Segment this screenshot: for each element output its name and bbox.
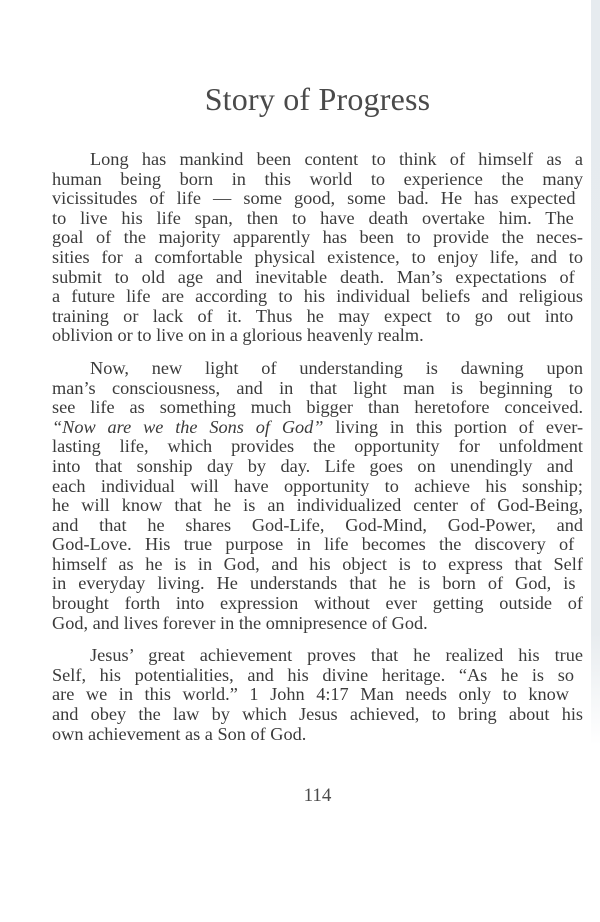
paragraph-1 [52, 150, 583, 346]
text-line: and obey the law by which Jesus achieved, to bring about his [52, 704, 584, 725]
text-line-with-quote [52, 418, 583, 438]
scripture-quote: “Now are we the Sons of God” [52, 416, 324, 437]
text-line: human being born in this world to experience the many [52, 168, 583, 189]
text-line: man’s consciousness, and in that light man is beginning to [52, 377, 583, 398]
text-line: he will know that he is an individualized center of God-Being, [52, 495, 584, 516]
paragraph-2 [52, 359, 583, 633]
text-line: himself as he is in God, and his object is to express that Self [52, 553, 583, 574]
text-line: Now, new light of understanding is dawning upon [90, 357, 584, 378]
page-number: 114 [303, 785, 332, 806]
text-line: training or lack of it. Thus he may expect to go out into [52, 305, 574, 326]
text-line: submit to old age and inevitable death. Man’s expectations of [52, 266, 575, 287]
paragraph-3 [52, 646, 583, 744]
text-line: God, and lives forever in the omnipresence of God. [52, 612, 428, 633]
text-line: see life as something much bigger than heretofore conceived. [52, 397, 584, 418]
page-edge-shadow [591, 0, 600, 745]
text-line: into that sonship day by day. Life goes on unendingly and [52, 455, 574, 476]
text-line: brought forth into expression without ever getting outside of [52, 593, 584, 614]
text-fragment: living in this portion of ever- [335, 416, 584, 437]
text-line: and that he shares God-Life, God-Mind, God-Power, and [52, 514, 584, 535]
text-line: each individual will have opportunity to achieve his sonship; [52, 475, 583, 496]
text-line: vicissitudes of life — some good, some bad. He has expected [52, 188, 576, 209]
text-line: oblivion or to live on in a glorious heavenly realm. [52, 325, 424, 346]
chapter-title: Story of Progress [204, 81, 431, 117]
text-line: own achievement as a Son of God. [52, 723, 307, 744]
text-line: Self, his potentialities, and his divine heritage. “As he is so [52, 664, 574, 685]
text-line: to live his life span, then to have death overtake him. The [52, 207, 574, 228]
text-line: a future life are according to his individual beliefs and religious [52, 286, 584, 307]
text-line: Jesus’ great achievement proves that he realized his true [90, 645, 584, 666]
text-line: are we in this world.” 1 John 4:17 Man needs only to know [52, 684, 569, 705]
text-line: God-Love. His true purpose in life becomes the discovery of [52, 534, 575, 555]
text-line: goal of the majority apparently has been to provide the neces- [52, 227, 583, 248]
text-line: Long has mankind been content to think of himself as a [90, 149, 583, 169]
text-line: lasting life, which provides the opportunity for unfoldment [52, 436, 583, 457]
chapter-body [52, 150, 583, 757]
text-line: in everyday living. He understands that he is born of God, is [52, 573, 576, 594]
text-line: sities for a comfortable physical existence, to enjoy life, and to [52, 246, 584, 267]
